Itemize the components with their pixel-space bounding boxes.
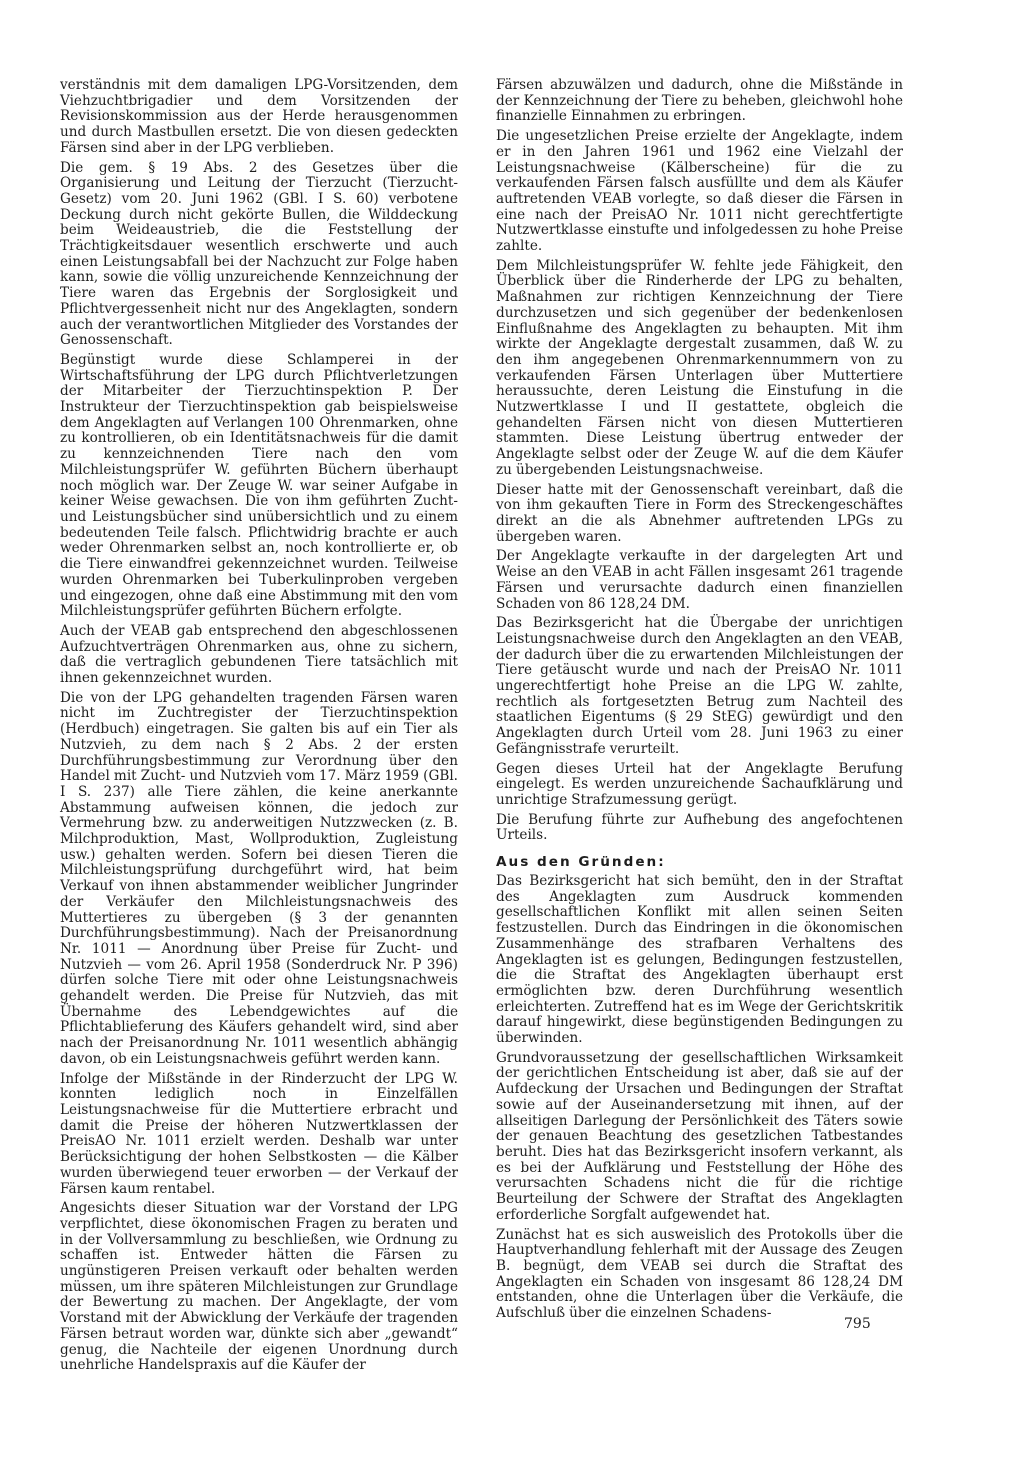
left-column bbox=[60, 78, 458, 1378]
paragraph: Angesichts dieser Situation war der Vorstand der LPG verpflichtet, diese ökonomischen Fragen zu beraten und in der Vollversammlung zu beschließen, wie Ordnung zu schaffen ist. Entweder hätten die Färsen zu ungünstigeren Preisen verkauft oder behalten werden müssen, um ihre späteren Milchleistungen zur Grundlage der Bewertung zu machen. Der Angeklagte, der vom Vorstand mit der Abwicklung der Verkäufe der tragenden Färsen betraut worden war, dünkte sich aber „gewandt“ genug, die Nachteile der eigenen Unordnung durch unehrliche Handelspraxis auf die Käufer der bbox=[60, 1200, 458, 1374]
paragraph: Färsen abzuwälzen und dadurch, ohne die Mißstände in der Kennzeichnung der Tiere zu beheben, gleichwohl hohe finanzielle Einnahmen zu erbringen. bbox=[496, 77, 903, 125]
page-number: 795 bbox=[844, 1316, 871, 1332]
paragraph: Auch der VEAB gab entsprechend den abgeschlossenen Aufzuchtverträgen Ohrenmarken aus, ohne zu sichern, daß die vertraglich gebundenen Tiere tatsächlich mit ihnen gekennzeichnet wurden. bbox=[60, 622, 458, 687]
paragraph: Begünstigt wurde diese Schlamperei in der Wirtschaftsführung der LPG durch Pflichtverletzungen der Mitarbeiter der Tierzuchtinspektion P. Der Instrukteur der Tierzuchtinspektion gab beispielsweise dem Angeklagten auf Verlangen 100 Ohrenmarken, ohne zu kontrollieren, ob ein Identitätsnachweis für die damit zu kennzeichnenden Tiere nach den vom Milchleistungsprüfer W. geführten Büchern überhaupt noch möglich war. Der Zeuge W. war seiner Aufgabe in keiner Weise gewachsen. Die von ihm geführten Zucht- und Leistungsbücher sind unübersichtlich und zu einem bedeutenden Teile falsch. Pflichtwidrig brachte er auch weder Ohrenmarken selbst an, noch kontrollierte er, ob die Tiere einwandfrei gekennzeichnet wurden. Teilweise wurden Ohrenmarken bei Tuberkulinproben vergeben und eingezogen, ohne daß eine Abstimmung mit den vom Milchleistungsprüfer geführten Büchern erfolgte. bbox=[60, 351, 458, 620]
paragraph: Grundvoraussetzung der gesellschaftlichen Wirksamkeit der gerichtlichen Entscheidung ist aber, daß sie auf der Aufdeckung der Ursachen und Bedingungen der Straftat sowie auf der Auseinandersetzung mit ihnen, auf der allseitigen Darlegung der Persönlichkeit des Täters sowie der genauen Beachtung des gesetzlichen Tatbestandes beruht. Dies hat das Bezirksgericht insofern verkannt, als es bei der Aufklärung und Feststellung der Höhe des verursachten Schadens nicht die für die richtige Beurteilung der Schwere der Straftat des Angeklagten erforderliche Sorgfalt aufgewendet hat. bbox=[496, 1049, 903, 1223]
paragraph: Das Bezirksgericht hat die Übergabe der unrichtigen Leistungsnachweise durch den Angeklagten an den VEAB, der dadurch über die zu erwartenden Milchleistungen der Tiere getäuscht wurde und nach der PreisAO Nr. 1011 ungerechtfertigt hohe Preise an die LPG W. zahlte, rechtlich als fortgesetzten Betrug zum Nachteil des staatlichen Eigentums (§ 29 StEG) gewürdigt und den Angeklagten durch Urteil vom 28. Juni 1963 zu einer Gefängnisstrafe verurteilt. bbox=[496, 615, 903, 757]
paragraph: Die von der LPG gehandelten tragenden Färsen waren nicht im Zuchtregister der Tierzuchtinspektion (Herdbuch) eingetragen. Sie galten bis auf ein Tier als Nutzvieh, zu dem nach § 2 Abs. 2 der ersten Durchführungsbestimmung zur Verordnung über den Handel mit Zucht- und Nutzvieh vom 17. März 1959 (GBl. I S. 237) alle Tiere zählen, die keine anerkannte Abstammung aufweisen können, die jedoch zur Vermehrung bzw. zu anderweitigen Nutzzwecken (z. B. Milchproduktion, Mast, Wollproduktion, Zugleistung usw.) gehalten werden. Sofern bei diesen Tieren die Milchleistungsprüfung durchgeführt wird, hat beim Verkauf von ihnen abstammender weiblicher Jungrinder der Verkäufer den Milchleistungsnachweis des Muttertieres zu übergeben (§ 3 der genannten Durchführungsbestimmung). Nach der Preisanordnung Nr. 1011 — Anordnung über Preise für Zucht- und Nutzvieh — vom 26. April 1958 (Sonderdruck Nr. P 396) dürfen solche Tiere mit oder ohne Leistungsnachweis gehandelt werden. Die Preise für Nutzvieh, das mit Übernahme des Lebendgewichtes auf die Pflichtablieferung des Käufers gehandelt wird, sind aber nach der Preisanordnung Nr. 1011 wesentlich abhängig davon, ob ein Leistungsnachweis geführt werden kann. bbox=[60, 689, 458, 1067]
paragraph: Die Berufung führte zur Aufhebung des angefochtenen Urteils. bbox=[496, 811, 903, 844]
paragraph: Zunächst hat es sich ausweislich des Protokolls über die Hauptverhandlung fehlerhaft mit der Aussage des Zeugen B. begnügt, dem VEAB sei durch die Straftat des Angeklagten ein Schaden von insgesamt 86 128,24 DM entstanden, ohne die Unterlagen über die Verkäufe, die Aufschluß über die einzelnen Schadens- bbox=[496, 1226, 903, 1322]
right-column bbox=[496, 78, 903, 1326]
paragraph: Dem Milchleistungsprüfer W. fehlte jede Fähigkeit, den Überblick über die Rinderherde der LPG zu behalten, Maßnahmen zur richtigen Kennzeichnung der Tiere durchzusetzen und sich gegenüber der bedenkenlosen Einflußnahme des Angeklagten zu behaupten. Mit ihm wirkte der Angeklagte dergestalt zusammen, daß W. zu den ihm angegebenen Ohrenmarkennummern von zu verkaufenden Färsen Unterlagen über Muttertiere heraussuchte, deren Leistung die Einstufung in die Nutzwertklasse I und II gestattete, obgleich die gehandelten Färsen nicht von diesen Muttertieren stammten. Diese Leistung übertrug entweder der Angeklagte selbst oder der Zeuge W. auf die dem Käufer zu übergebenden Leistungsnachweise. bbox=[496, 257, 903, 478]
paragraph: verständnis mit dem damaligen LPG-Vorsitzenden, dem Viehzuchtbrigadier und dem Vorsitzenden der Revisionskommission aus der Herde herausgenommen und durch Mastbullen ersetzt. Die von diesen gedeckten Färsen sind aber in der LPG verblieben. bbox=[60, 77, 458, 156]
paragraph: Die ungesetzlichen Preise erzielte der Angeklagte, indem er in den Jahren 1961 und 1962 eine Vielzahl der Leistungsnachweise (Kälberscheine) für die zu verkaufenden Färsen falsch ausfüllte und dem als Käufer auftretenden VEAB vorlegte, so daß dieser die Färsen in eine nach der PreisAO Nr. 1011 nicht gerechtfertigte Nutzwertklasse einstufte und infolgedessen zu hohe Preise zahlte. bbox=[496, 128, 903, 255]
paragraph: Die gem. § 19 Abs. 2 des Gesetzes über die Organisierung und Leitung der Tierzucht (Tierzucht-Gesetz) vom 20. Juni 1962 (GBl. I S. 60) verbotene Deckung durch nicht gekörte Bullen, die Wilddeckung beim Weideaustrieb, die die Feststellung der Trächtigkeitsdauer wesentlich erschwerte und auch einen Leistungsabfall bei der Nachzucht zur Folge haben kann, sowie die völlig unzureichende Kennzeichnung der Tiere waren das Ergebnis der Sorglosigkeit und Pflichtvergessenheit nicht nur des Angeklagten, sondern auch der verantwortlichen Mitglieder des Vorstandes der Genossenschaft. bbox=[60, 159, 458, 349]
paragraph: Das Bezirksgericht hat sich bemüht, den in der Straftat des Angeklagten zum Ausdruck kommenden gesellschaftlichen Konflikt mit allen seinen Seiten festzustellen. Durch das Eindringen in die ökonomischen Zusammenhänge des strafbaren Verhaltens des Angeklagten ist es gelungen, Bedingungen festzustellen, die die Straftat des Angeklagten überhaupt erst ermöglichten bzw. deren Durchführung wesentlich erleichterten. Zutreffend hat es im Wege der Gerichtskritik darauf hingewirkt, diese begünstigenden Bedingungen zu überwinden. bbox=[496, 873, 903, 1047]
paragraph: Gegen dieses Urteil hat der Angeklagte Berufung eingelegt. Es werden unzureichende Sachaufklärung und unrichtige Strafzumessung gerügt. bbox=[496, 760, 903, 808]
paragraph: Dieser hatte mit der Genossenschaft vereinbart, daß die von ihm gekauften Tiere in Form des Streckengeschäftes direkt an die als Abnehmer auftretenden LPGs zu übergeben waren. bbox=[496, 481, 903, 545]
paragraph: Der Angeklagte verkaufte in der dargelegten Art und Weise an den VEAB in acht Fällen insgesamt 261 tragende Färsen und verursachte dadurch einen finanziellen Schaden von 86 128,24 DM. bbox=[496, 548, 903, 612]
section-heading: Aus den Gründen: bbox=[496, 854, 666, 871]
paragraph: Infolge der Mißstände in der Rinderzucht der LPG W. konnten lediglich noch in Einzelfällen Leistungsnachweise für die Muttertiere erbracht und damit die Preise der höheren Nutzwertklassen der PreisAO Nr. 1011 erzielt werden. Deshalb war unter Berücksichtigung der hohen Selbstkosten — die Kälber wurden überwiegend teuer erworben — der Verkauf der Färsen kaum rentabel. bbox=[60, 1070, 458, 1197]
